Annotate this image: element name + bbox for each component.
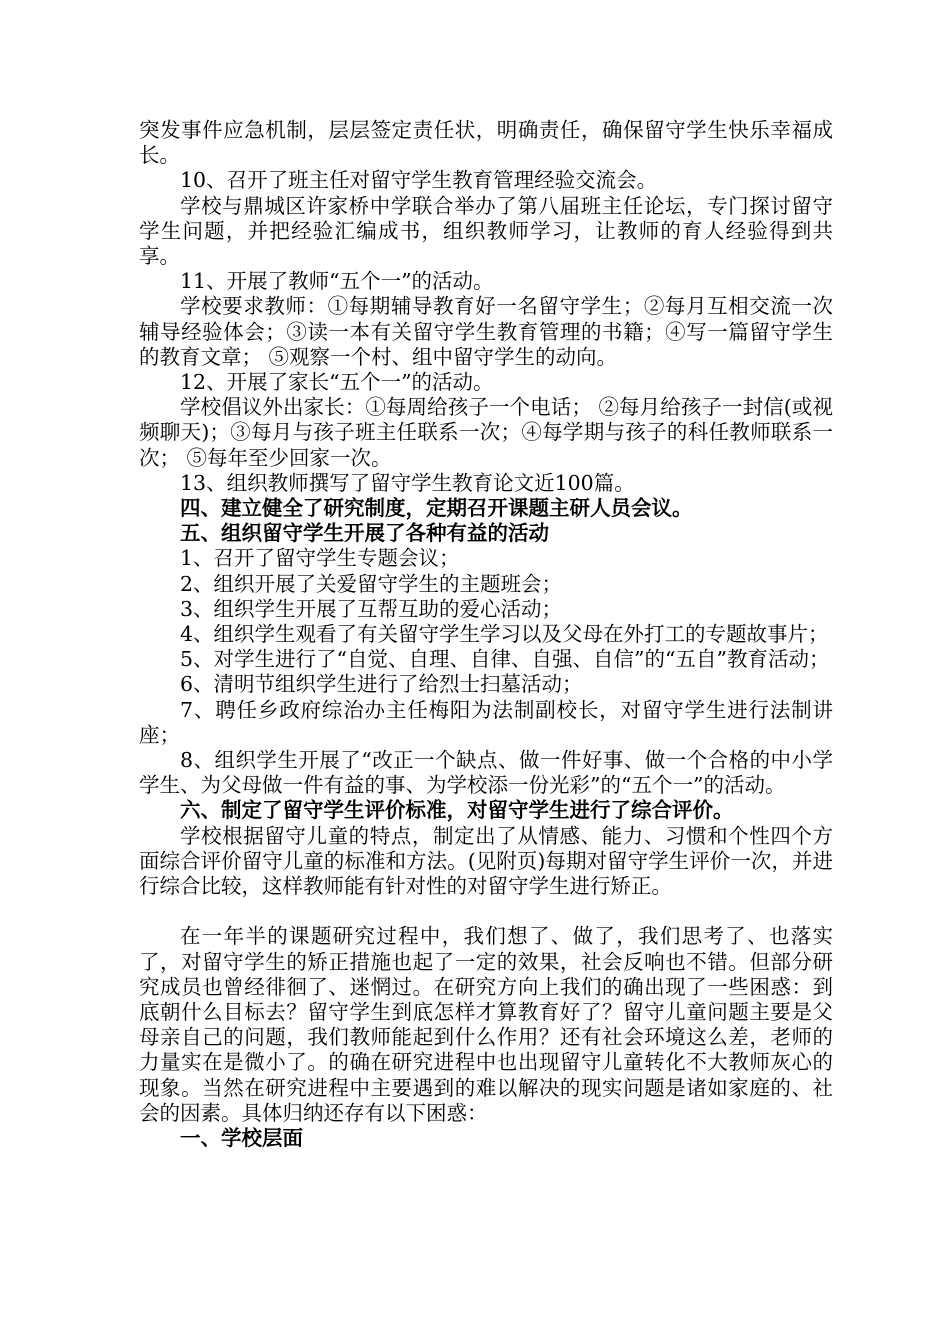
activity-item-4: 4、组织学生观看了有关留守学生学习以及父母在外打工的专题故事片；	[180, 622, 829, 647]
activity-item-8: 8、组织学生开展了“改正一个缺点、做一件好事、做一个合格的中小学学生、为父母做一件有益的事、为学校添一份光彩”的“五个一”的活动。	[139, 748, 833, 798]
paragraph-teacher-requirements: 学校要求教师：①每期辅导教育好一名留守学生；②每月互相交流一次辅导经验体会；③读一本有关留守学生教育管理的书籍；④写一篇留守学生的教育文章； ⑤观察一个村、组中留守学生的动向。	[139, 294, 833, 369]
item-10-heading: 10、召开了班主任对留守学生教育管理经验交流会。	[180, 168, 658, 193]
section-school-level-heading: 一、学校层面	[180, 1125, 303, 1150]
section-6-heading: 六、制定了留守学生评价标准，对留守学生进行了综合评价。	[180, 798, 734, 823]
activity-item-3: 3、组织学生开展了互帮互助的爱心活动；	[180, 596, 563, 621]
paragraph-evaluation-standard: 学校根据留守儿童的特点，制定出了从情感、能力、习惯和个性四个方面综合评价留守儿童的标准和方法。(见附页)每期对留守学生评价一次，并进行综合比较，这样教师能有针对性的对留守学生进行矫正。	[139, 823, 833, 899]
item-13-heading: 13、组织教师撰写了留守学生教育论文近100篇。	[180, 470, 635, 495]
item-12-heading: 12、开展了家长“五个一”的活动。	[180, 370, 494, 395]
paragraph-parent-proposals: 学校倡议外出家长：①每周给孩子一个电话； ②每月给孩子一封信(或视频聊天)；③每月与孩子班主任联系一次；④每学期与孩子的科任教师联系一次； ⑤每年至少回家一次。	[139, 395, 833, 470]
activity-item-6: 6、清明节组织学生进行了给烈士扫墓活动；	[180, 672, 583, 697]
paragraph-emergency-mechanism: 突发事件应急机制，层层签定责任状，明确责任，确保留守学生快乐幸福成长。	[139, 118, 833, 168]
section-4-heading: 四、建立健全了研究制度，定期召开课题主研人员会议。	[180, 496, 693, 521]
paragraph-research-reflection: 在一年半的课题研究过程中，我们想了、做了，我们思考了、也落实了，对留守学生的矫正措施也起了一定的效果，社会反响也不错。但部分研究成员也曾经徘徊了、迷惘过。在研究方向上我们的确出现了一些困惑：到底朝什么目标去？留守学生到底怎样才算教育好了？留守儿童问题主要是父母亲自己的问题，我们教师能起到什么作用？还有社会环境这么差，老师的力量实在是微小了。的确在研究进程中也出现留守儿童转化不大教师灰心的现象。当然在研究进程中主要遇到的难以解决的现实问题是诸如家庭的、社会的因素。具体归纳还存有以下困惑：	[139, 924, 833, 1125]
activity-item-5: 5、对学生进行了“自觉、自理、自律、自强、自信”的“五自”教育活动；	[180, 647, 830, 672]
item-11-heading: 11、开展了教师“五个一”的活动。	[180, 269, 494, 294]
activity-item-7: 7、聘任乡政府综治办主任梅阳为法制副校长，对留守学生进行法制讲座；	[139, 697, 833, 747]
blank-line	[139, 899, 833, 924]
document-body	[139, 118, 833, 1151]
paragraph-teacher-forum: 学校与鼎城区许家桥中学联合举办了第八届班主任论坛，专门探讨留守学生问题，并把经验汇编成书，组织教师学习，让教师的育人经验得到共享。	[139, 193, 833, 269]
activity-item-1: 1、召开了留守学生专题会议；	[180, 546, 460, 571]
section-5-heading: 五、组织留守学生开展了各种有益的活动	[180, 521, 549, 546]
activity-item-2: 2、组织开展了关爱留守学生的主题班会；	[180, 571, 563, 596]
